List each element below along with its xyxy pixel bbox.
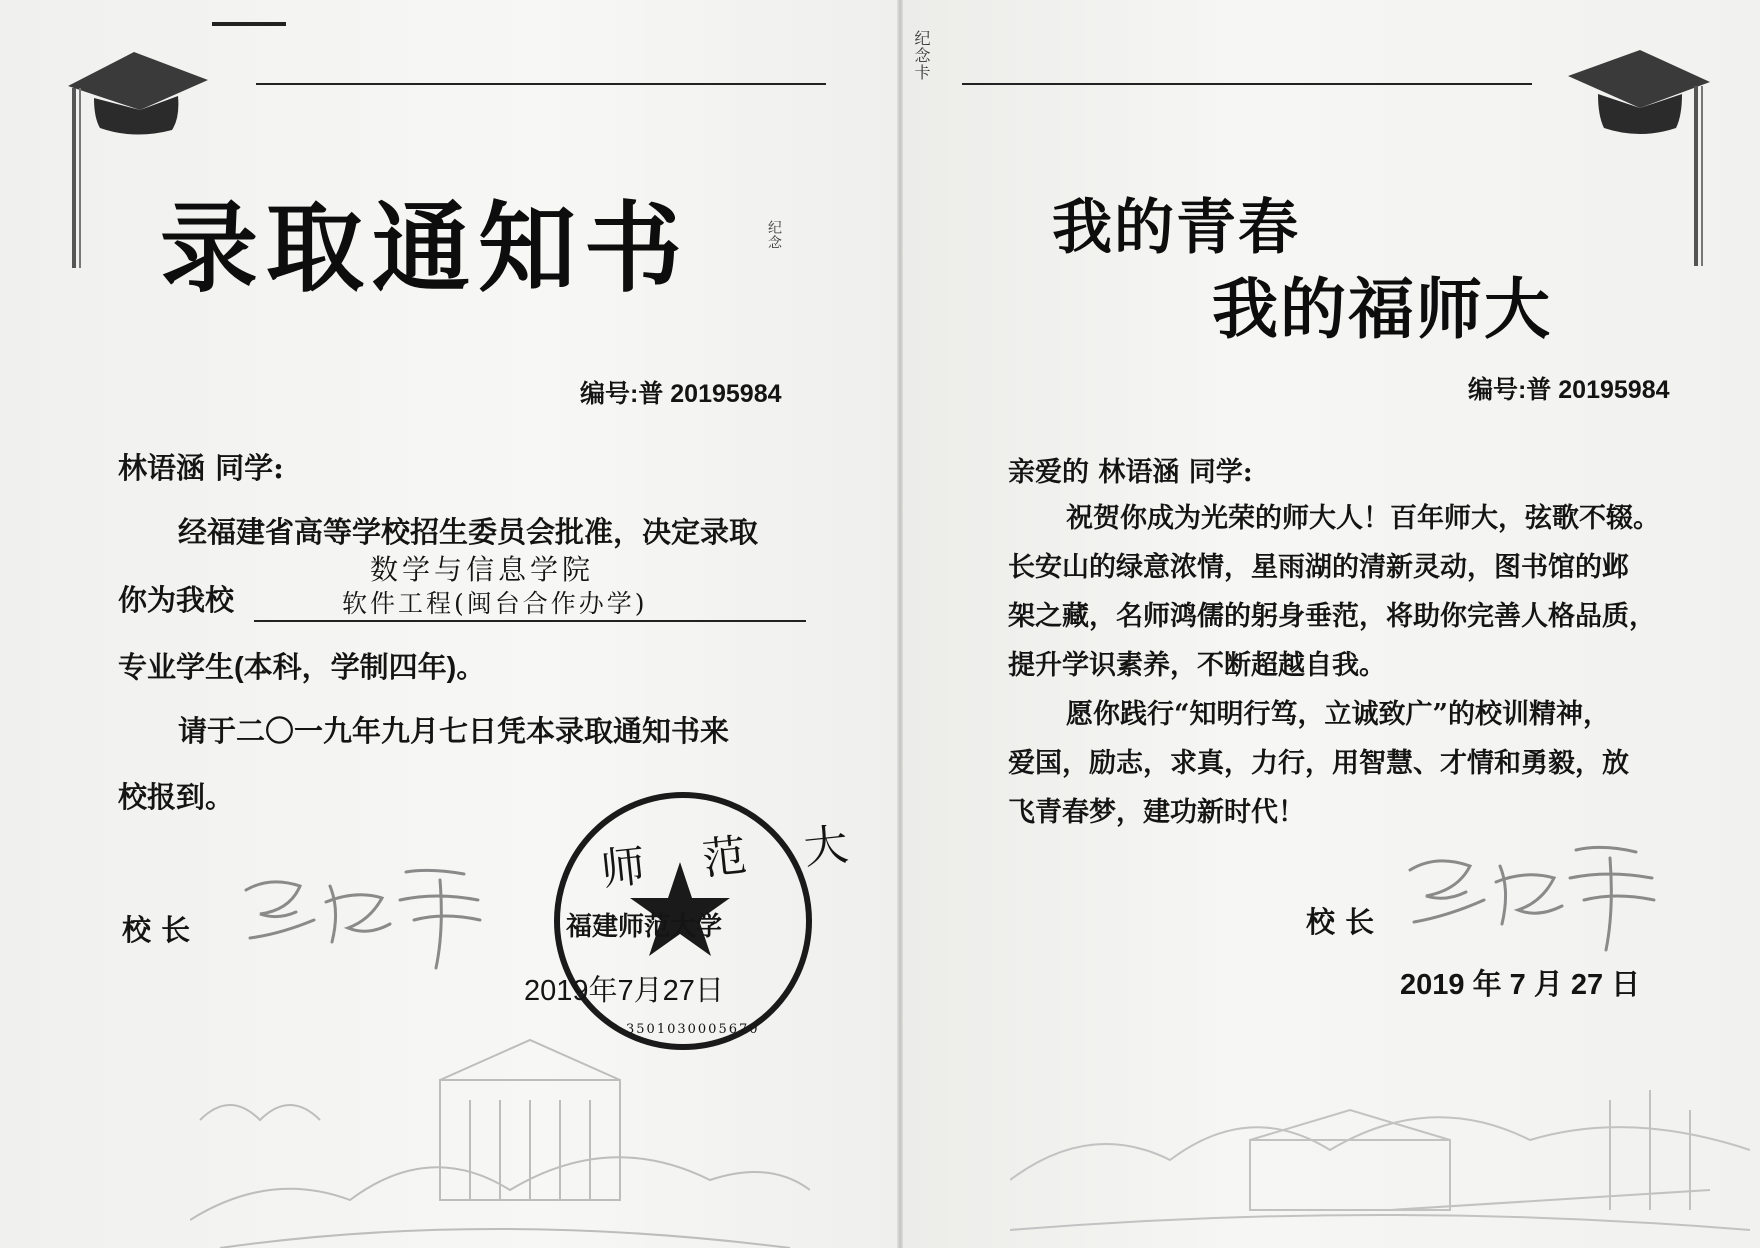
paragraph-line: 祝贺你成为光荣的师大人！百年师大，弦歌不辍。	[1066, 503, 1660, 534]
dear-student-salutation: 亲爱的 林语涵 同学:	[1008, 457, 1253, 488]
program-line: 专业学生(本科，学制四年)。	[118, 652, 486, 684]
graduation-cap-icon	[1564, 46, 1714, 276]
paragraph-line: 长安山的绿意浓情，星雨湖的清新灵动，图书馆的邺	[1008, 552, 1629, 583]
top-mark	[212, 22, 286, 26]
report-line-end: 校报到。	[118, 782, 235, 814]
major-name: 软件工程(闽台合作办学)	[342, 589, 648, 618]
seal-overlay-text: 福建师范大学	[566, 912, 723, 942]
page-fold	[897, 0, 903, 1248]
report-date-line: 请于二〇一九年九月七日凭本录取通知书来	[178, 716, 730, 748]
paragraph-line: 架之藏，名师鸿儒的躬身垂范，将助你完善人格品质，	[1008, 601, 1656, 632]
serial-number: 编号:普 20195984	[580, 380, 782, 408]
title-seal-mark: 纪念	[766, 220, 782, 250]
paragraph-line: 提升学识素养，不断超越自我。	[1008, 650, 1386, 681]
right-president-label: 校 长	[1306, 905, 1375, 939]
issue-date: 2019年7月27日	[524, 975, 724, 1007]
student-salutation: 林语涵 同学:	[118, 451, 284, 485]
youth-title-line2: 我的福师大	[1212, 271, 1552, 348]
right-president-signature	[1396, 826, 1696, 956]
motto-paragraph	[1008, 690, 1629, 837]
campus-scenery	[190, 1020, 810, 1248]
right-serial-number: 编号:普 20195984	[1468, 376, 1670, 404]
congratulation-paragraph	[1008, 494, 1660, 690]
right-header-rule	[962, 83, 1532, 85]
paragraph-line: 愿你践行“知明行笃，立诚致广”的校训精神，	[1066, 699, 1611, 730]
seal-code: 3501030005670	[626, 1022, 760, 1037]
right-issue-date: 2019 年 7 月 27 日	[1400, 969, 1641, 1001]
major-underline	[254, 620, 806, 622]
president-label: 校 长	[122, 913, 191, 947]
seal-arc-text: 师 范 大	[598, 817, 873, 896]
you-prefix: 你为我校	[118, 585, 235, 617]
youth-title-line1: 我的青春	[1052, 193, 1300, 263]
college-name: 数学与信息学院	[370, 553, 595, 586]
admission-notice-title: 录取通知书	[160, 192, 691, 306]
campus-lake-scenery	[1010, 1060, 1750, 1248]
president-signature	[230, 850, 520, 970]
header-rule	[256, 83, 826, 85]
paragraph-line: 飞青春梦，建功新时代！	[1008, 797, 1305, 828]
paragraph-line: 爱国，励志，求真，力行，用智慧、才情和勇毅，放	[1008, 748, 1629, 779]
card-tab-label: 纪念卡	[912, 30, 931, 81]
approval-line: 经福建省高等学校招生委员会批准，决定录取	[178, 517, 759, 549]
